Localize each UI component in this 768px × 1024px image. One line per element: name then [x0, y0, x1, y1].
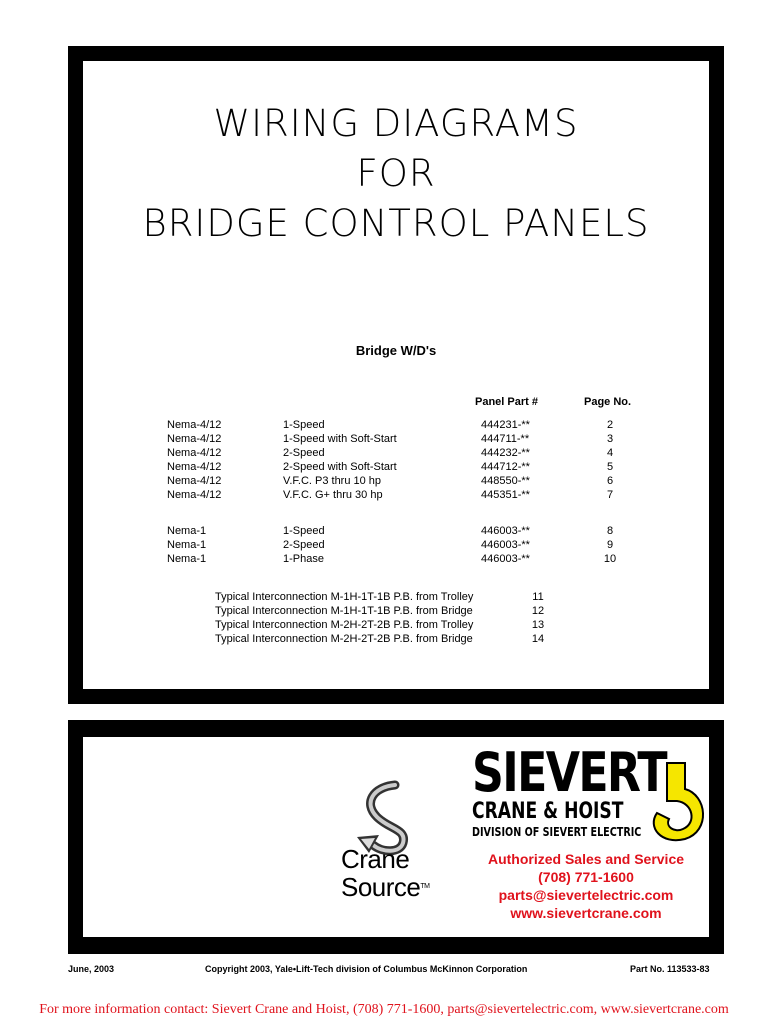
- page-number: 9: [606, 539, 614, 551]
- description: V.F.C. G+ thru 30 hp: [283, 489, 383, 501]
- page-number: 6: [606, 475, 614, 487]
- interconnection-title: Typical Interconnection M-1H-1T-1B P.B. from Bridge: [215, 605, 473, 617]
- part-number: 444712-**: [481, 461, 530, 473]
- list-item: [83, 591, 709, 605]
- sievert-division: DIVISION OF SIEVERT ELECTRIC: [472, 825, 642, 839]
- logo-frame: [68, 720, 724, 954]
- enclosure: Nema-4/12: [167, 475, 222, 487]
- page-number: 8: [606, 525, 614, 537]
- crane-source-line-1: Crane: [341, 844, 410, 874]
- table-row: [83, 525, 709, 539]
- footer-copyright: Copyright 2003, Yale•Lift-Tech division of Columbus McKinnon Corporation: [205, 964, 528, 974]
- enclosure: Nema-1: [167, 525, 207, 537]
- part-number: 446003-**: [481, 525, 530, 537]
- page-number: 2: [606, 419, 614, 431]
- description: 1-Phase: [283, 553, 324, 565]
- sievert-logo-subtitle: CRANE & HOIST: [472, 799, 624, 824]
- description: V.F.C. P3 thru 10 hp: [283, 475, 382, 487]
- header-page-no: Page No.: [584, 396, 632, 408]
- nema-1-list: [83, 525, 709, 567]
- authorized-text: Authorized Sales and Service: [487, 851, 685, 867]
- enclosure: Nema-4/12: [167, 489, 222, 501]
- phone-number: (708) 771-1600: [538, 869, 634, 885]
- header-panel-part: Panel Part #: [475, 396, 538, 408]
- part-number: 444711-**: [481, 433, 530, 445]
- nema-4-12-list: [83, 419, 709, 503]
- crane-source-line-2: Source: [341, 872, 421, 902]
- enclosure: Nema-4/12: [167, 447, 222, 459]
- enclosure: Nema-1: [167, 539, 207, 551]
- page-number: 7: [606, 489, 614, 501]
- description: 1-Speed: [283, 525, 325, 537]
- page-number: 5: [606, 461, 614, 473]
- interconnection-title: Typical Interconnection M-2H-2T-2B P.B. from Trolley: [215, 619, 474, 631]
- description: 1-Speed: [283, 419, 325, 431]
- table-row: [83, 553, 709, 567]
- part-number: 448550-**: [481, 475, 530, 487]
- document-title: [83, 99, 709, 249]
- footer-date: June, 2003: [68, 964, 115, 974]
- table-row: [83, 461, 709, 475]
- part-number: 446003-**: [481, 539, 530, 551]
- part-number: 444231-**: [481, 419, 530, 431]
- page-number: 10: [603, 553, 617, 565]
- interconnection-title: Typical Interconnection M-2H-2T-2B P.B. from Bridge: [215, 633, 473, 645]
- list-item: [83, 633, 709, 647]
- part-number: 444232-**: [481, 447, 530, 459]
- website: www.sievertcrane.com: [510, 905, 662, 921]
- table-row: [83, 475, 709, 489]
- page-number: 12: [531, 605, 545, 617]
- enclosure: Nema-1: [167, 553, 207, 565]
- list-item: [83, 619, 709, 633]
- title-line-2: FOR: [356, 152, 436, 195]
- part-number: 445351-**: [481, 489, 530, 501]
- title-line-1: WIRING DIAGRAMS: [213, 102, 579, 145]
- table-row: [83, 447, 709, 461]
- crane-source-logo: [341, 845, 430, 901]
- table-row: [83, 419, 709, 433]
- enclosure: Nema-4/12: [167, 461, 222, 473]
- footer-part-number: Part No. 113533-83: [630, 964, 710, 974]
- logo-panel: [83, 737, 709, 937]
- description: 2-Speed with Soft-Start: [283, 461, 397, 473]
- contact-line: For more information contact: Sievert Crane and Hoist, (708) 771-1600, parts@sievertelectric.com, www.sievertcrane.com: [39, 1002, 729, 1017]
- page-number: 14: [531, 633, 545, 645]
- title-line-3: BRIDGE CONTROL PANELS: [142, 202, 650, 245]
- enclosure: Nema-4/12: [167, 419, 222, 431]
- title-frame: [68, 46, 724, 704]
- page-number: 11: [532, 591, 544, 603]
- enclosure: Nema-4/12: [167, 433, 222, 445]
- sievert-logo-name: SIEVERT: [472, 741, 666, 804]
- description: 2-Speed: [283, 447, 325, 459]
- section-heading: Bridge W/D's: [355, 343, 437, 358]
- trademark: TM: [420, 883, 430, 890]
- interconnection-title: Typical Interconnection M-1H-1T-1B P.B. from Trolley: [215, 591, 474, 603]
- part-number: 446003-**: [481, 553, 530, 565]
- description: 2-Speed: [283, 539, 325, 551]
- page-number: 3: [606, 433, 614, 445]
- interconnection-list: [83, 591, 709, 647]
- email-address: parts@sievertelectric.com: [498, 887, 674, 903]
- title-panel: [83, 61, 709, 689]
- table-row: [83, 539, 709, 553]
- page-number: 13: [531, 619, 545, 631]
- page-number: 4: [606, 447, 614, 459]
- list-item: [83, 605, 709, 619]
- table-row: [83, 489, 709, 503]
- table-row: [83, 433, 709, 447]
- description: 1-Speed with Soft-Start: [283, 433, 397, 445]
